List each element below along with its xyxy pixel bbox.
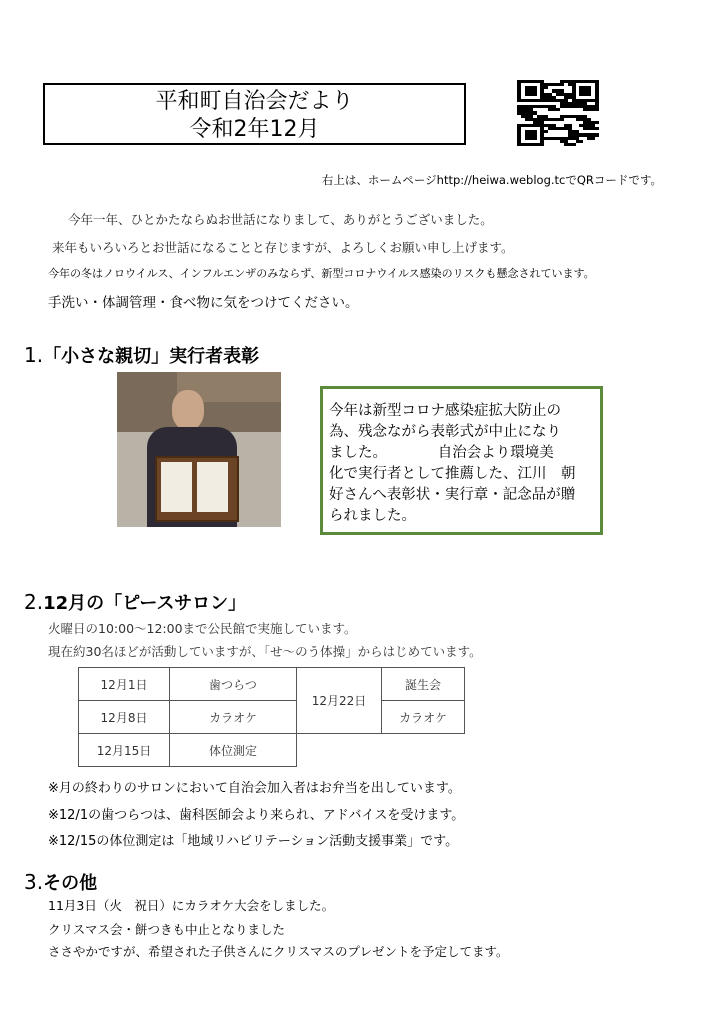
section-1-heading: 1.「小さな親切」実行者表彰: [24, 343, 260, 367]
schedule-date: 12月22日: [297, 668, 382, 734]
intro-line-2: 来年もいろいろとお世話になることと存じますが、よろしくお願い申し上げます。: [52, 240, 514, 255]
title-box: [43, 83, 466, 145]
schedule-date: 12月15日: [79, 734, 170, 767]
schedule-date: 12月8日: [79, 701, 170, 734]
qr-module: [595, 143, 599, 146]
salon-note-1: ※月の終わりのサロンにおいて自治会加入者はお弁当を出しています。: [48, 781, 461, 796]
section-3-heading: 3.その他: [24, 870, 98, 894]
qr-code-icon: [517, 80, 599, 146]
page-title: 平和町自治会だより: [155, 89, 354, 114]
schedule-event: 体位測定: [170, 734, 297, 767]
salon-note-2: ※12/1の歯つらつは、歯科医師会より来られ、アドバイスを受けます。: [48, 808, 465, 823]
award-notice-box: 今年は新型コロナ感染症拡大防止の 為、残念ながら表彰式が中止になり ました。 自治会より環境美 化で実行者として推薦した、江川 朝 好さんへ表彰状・実行章・記念品が贈 られました。: [320, 386, 603, 535]
table-row: [79, 734, 465, 767]
other-line-2: クリスマス会・餅つきも中止となりました: [48, 922, 286, 937]
schedule-event: 歯つらつ: [170, 668, 297, 701]
award-photo: [117, 372, 281, 527]
salon-note-3: ※12/15の体位測定は「地域リハビリテーション活動支援事業」です。: [48, 834, 459, 849]
salon-schedule-table: [78, 667, 465, 767]
other-line-1: 11月3日（火 祝日）にカラオケ大会をしました。: [48, 898, 335, 913]
intro-line-1: 今年一年、ひとかたならぬお世話になりまして、ありがとうございました。: [68, 212, 493, 227]
table-row: [79, 701, 465, 734]
salon-line-1: 火曜日の10:00～12:00まで公民館で実施しています。: [48, 621, 357, 636]
schedule-event: 誕生会: [382, 668, 465, 701]
intro-line-3: 今年の冬はノロウイルス、インフルエンザのみならず、新型コロナウイルス感染のリスクも懸念されています。: [48, 267, 595, 280]
schedule-event: カラオケ: [382, 701, 465, 734]
qr-note: 右上は、ホームページhttp://heiwa.weblog.tcでQRコードです。: [321, 173, 662, 187]
schedule-date: 12月1日: [79, 668, 170, 701]
section-2-heading: 2.12月の「ピースサロン」: [24, 590, 247, 614]
intro-line-4: 手洗い・体調管理・食べ物に気をつけてください。: [48, 295, 359, 311]
page-subtitle: 令和2年12月: [189, 117, 320, 142]
table-row: [79, 668, 465, 701]
salon-line-2: 現在約30名ほどが活動していますが、「せ～のう体操」からはじめています。: [48, 644, 482, 659]
other-line-3: ささやかですが、希望された子供さんにクリスマスのプレゼントを予定してます。: [48, 944, 509, 959]
schedule-event: カラオケ: [170, 701, 297, 734]
